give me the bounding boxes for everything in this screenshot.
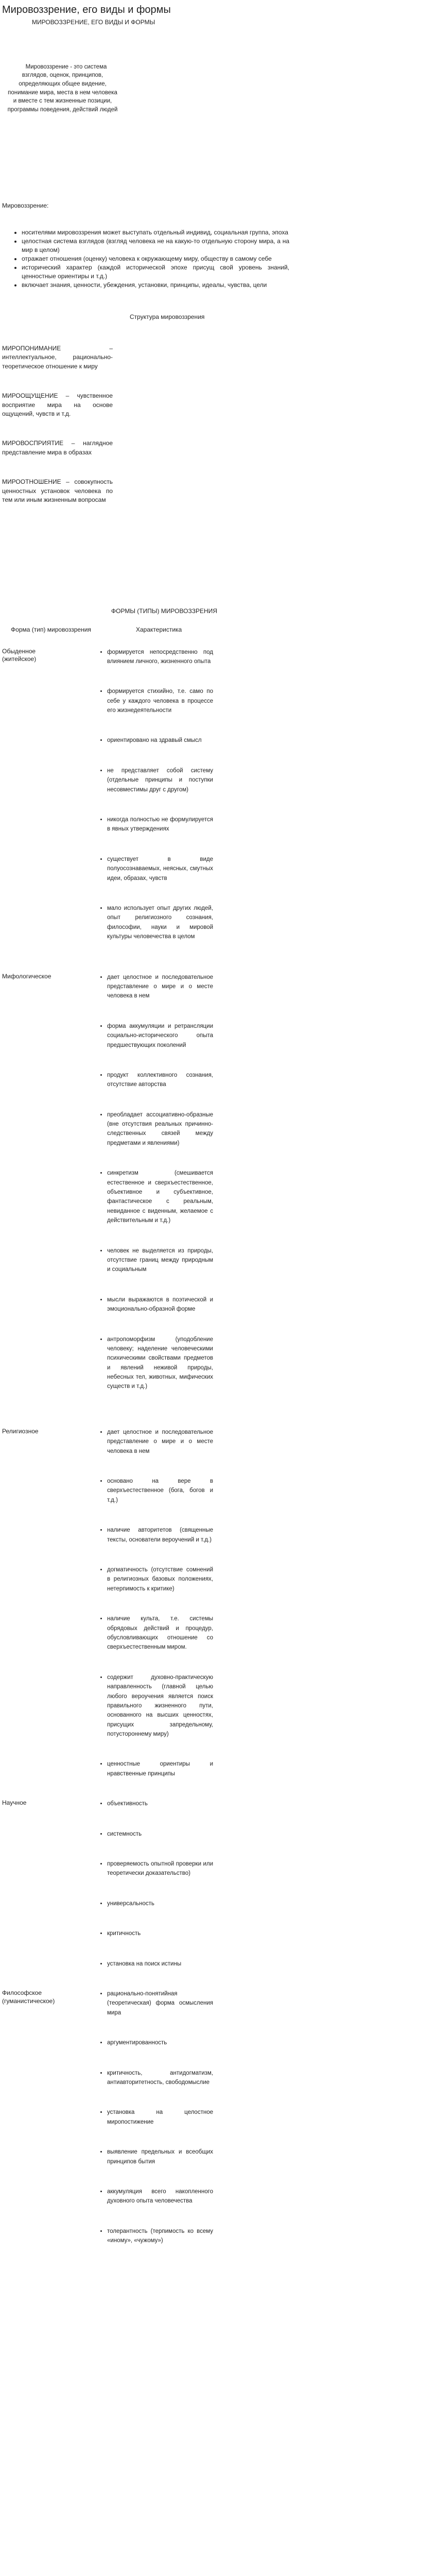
characteristic-list — [99, 1428, 213, 1778]
list-item: • включает знания, ценности, убеждения, установки, принципы, идеалы, чувства, цели — [22, 281, 289, 290]
characteristic-cell — [99, 648, 213, 942]
list-item: • системность — [107, 1829, 213, 1839]
section-label: Мировоззрение: — [2, 201, 49, 209]
column-header-form: Форма (тип) мировоззрения — [11, 625, 91, 633]
list-item: • установка на целостное миропостижение — [107, 2108, 213, 2127]
characteristic-cell — [99, 1428, 213, 1778]
list-item: • выявление предельных и всеобщих принципов бытия — [107, 2147, 213, 2166]
list-item: • содержит духовно-практическую направленность (главной целью любого вероучения является поиск правильного жизненного пути, основанного на высших ценностях, присущих запредельному, потустороннему миру) — [107, 1673, 213, 1739]
table-row — [2, 1428, 434, 1778]
list-item: • человек не выделяется из природы, отсутствие границ между природным и социальным — [107, 1246, 213, 1275]
list-item: • рационально-понятийная (теоретическая) форма осмысления мира — [107, 1989, 213, 2018]
definition-paragraph: МИРОВОСПРИЯТИЕ – наглядное представление мира в образах — [2, 439, 113, 456]
list-item: • преобладает ассоциативно-образные (вне отсутствия реальных причинно-следственных связей между предметами и явлениями) — [107, 1110, 213, 1148]
list-item: • критичность, антидогматизм, антиавторитетность, свободомыслие — [107, 2069, 213, 2088]
page-title: Мировоззрение, его виды и формы — [2, 4, 171, 15]
list-item: • мало использует опыт других людей, опыт религиозного сознания, философии, науки и мировой культуры человечества в целом — [107, 904, 213, 942]
list-item: • существует в виде полуосознаваемых, неясных, смутных идеи, образах, чувств — [107, 855, 213, 883]
list-item: • критичность — [107, 1929, 213, 1938]
list-item: • отражает отношения (оценку) человека к окружающему миру, обществу в самому себе — [22, 255, 289, 263]
form-name-cell: Обыденное (житейское) — [2, 647, 37, 663]
form-name-cell: Мифологическое — [2, 972, 51, 980]
document-page — [0, 3, 436, 2245]
list-item: • установка на поиск истины — [107, 1959, 213, 1969]
list-item: • ценностные ориентиры и нравственные принципы — [107, 1759, 213, 1778]
list-item: • целостная система взглядов (взгляд человека не на какую-то отдельную сторону мира, а на мир в целом) — [22, 237, 289, 255]
table-row — [2, 1799, 434, 1969]
list-item: • никогда полностью не формулируется в явных утверждениях — [107, 815, 213, 834]
list-item: • проверяемость опытной проверки или теоретически доказательство) — [107, 1859, 213, 1878]
intro-text: Мировоззрение - это система взглядов, оценок, принципов, определяющих общее видение, понимание мира, места в нем человека и вместе с тем жизненные позиции, программы поведения, действий людей — [7, 63, 118, 113]
table-row — [2, 648, 434, 942]
list-item: • не представляет собой систему (отдельные принципы и поступки несовместимы друг с другом) — [107, 766, 213, 794]
list-item: • универсальность — [107, 1899, 213, 1908]
list-item: • антропоморфизм (уподобление человеку; наделение человеческими психическими свойствами предметов и явлений неживой природы, небесных тел, животных, мифических существ и т.д.) — [107, 1335, 213, 1392]
list-item: • аккумуляция всего накопленного духовного опыта человечества — [107, 2187, 213, 2206]
characteristic-cell — [99, 973, 213, 1392]
form-name-cell: Религиозное — [2, 1427, 39, 1435]
list-item: • носителями мировоззрения может выступать отдельный индивид, социальная группа, эпоха — [22, 228, 289, 237]
list-item: • аргументированность — [107, 2038, 213, 2047]
characteristic-cell — [99, 1799, 213, 1969]
list-item: • объективность — [107, 1799, 213, 1808]
form-name-cell: Научное — [2, 1799, 27, 1807]
table-row — [2, 1989, 434, 2245]
characteristic-list — [99, 973, 213, 1392]
list-item: • ориентировано на здравый смысл — [107, 736, 213, 745]
list-item: • толерантность (терпимость ко всему «иному», «чужому») — [107, 2227, 213, 2246]
characteristic-list — [99, 1989, 213, 2245]
list-item: • наличие культа, т.е. системы обрядовых действий и процедур, обусловливающих отношение со сверхъестественным миром. — [107, 1614, 213, 1652]
table-header — [2, 626, 434, 634]
intro-paragraph — [7, 63, 118, 114]
list-item: • дает целостное и последовательное представление о мире и о месте человека в нем — [107, 1428, 213, 1456]
list-item: • основано на вере в сверхъестественное (бога, богов и т.д.) — [107, 1477, 213, 1505]
list-item: • мысли выражаются в поэтической и эмоционально-образной форме — [107, 1295, 213, 1314]
list-item: • формируется стихийно, т.е. само по себе у каждого человека в процессе его жизнедеятельности — [107, 687, 213, 715]
characteristic-cell — [99, 1989, 213, 2245]
features-list — [2, 228, 289, 290]
list-item: • форма аккумуляции и ретрансляции социально-исторического опыта предшествующих поколений — [107, 1022, 213, 1050]
list-item: • дает целостное и последовательное представление о мире и о месте человека в нем — [107, 973, 213, 1001]
list-item: • исторический характер (каждой исторической эпохе присущ свой уровень знаний, ценностные ориентиры и т.д.) — [22, 263, 289, 281]
form-name-cell: Философское (гуманистическое) — [2, 1989, 55, 2005]
list-item: • синкретизм (смешивается естественное и сверхъестественное, объективное и субъективное, фантастическое с реальным, невиданное с виденным, желаемое с действительным и т.д.) — [107, 1168, 213, 1225]
list-item: • продукт коллективного сознания, отсутствие авторства — [107, 1071, 213, 1090]
column-header-characteristic: Характеристика — [136, 625, 182, 633]
list-item: • формируется непосредственно под влиянием личного, жизненного опыта — [107, 648, 213, 667]
list-item: • догматичность (отсутствие сомнений в религиозных базовых положениях, нетерпимость к критике) — [107, 1565, 213, 1594]
forms-table — [2, 626, 434, 2246]
definition-paragraph: МИРООЩУЩЕНИЕ – чувственное восприятие мира на основе ощущений, чувств и т.д. — [2, 392, 113, 417]
list-item: • наличие авторитетов (священные тексты, основатели вероучений и т.д.) — [107, 1526, 213, 1545]
characteristic-list — [99, 648, 213, 942]
definition-paragraph: МИРООТНОШЕНИЕ – совокупность ценностных установок человека по тем или иным жизненным вопросам — [2, 478, 113, 503]
table-row — [2, 973, 434, 1392]
definition-paragraph: МИРОПОНИМАНИЕ – интеллектуальное, рационально-теоретическое отношение к миру — [2, 345, 113, 370]
characteristic-list — [99, 1799, 213, 1969]
structure-heading: Структура мировоззрения — [130, 313, 205, 321]
table-body — [2, 648, 434, 2246]
forms-heading: ФОРМЫ (ТИПЫ) МИРОВОЗЗРЕНИЯ — [111, 607, 217, 615]
page-subtitle: МИРОВОЗЗРЕНИЕ, ЕГО ВИДЫ И ФОРМЫ — [32, 19, 155, 26]
